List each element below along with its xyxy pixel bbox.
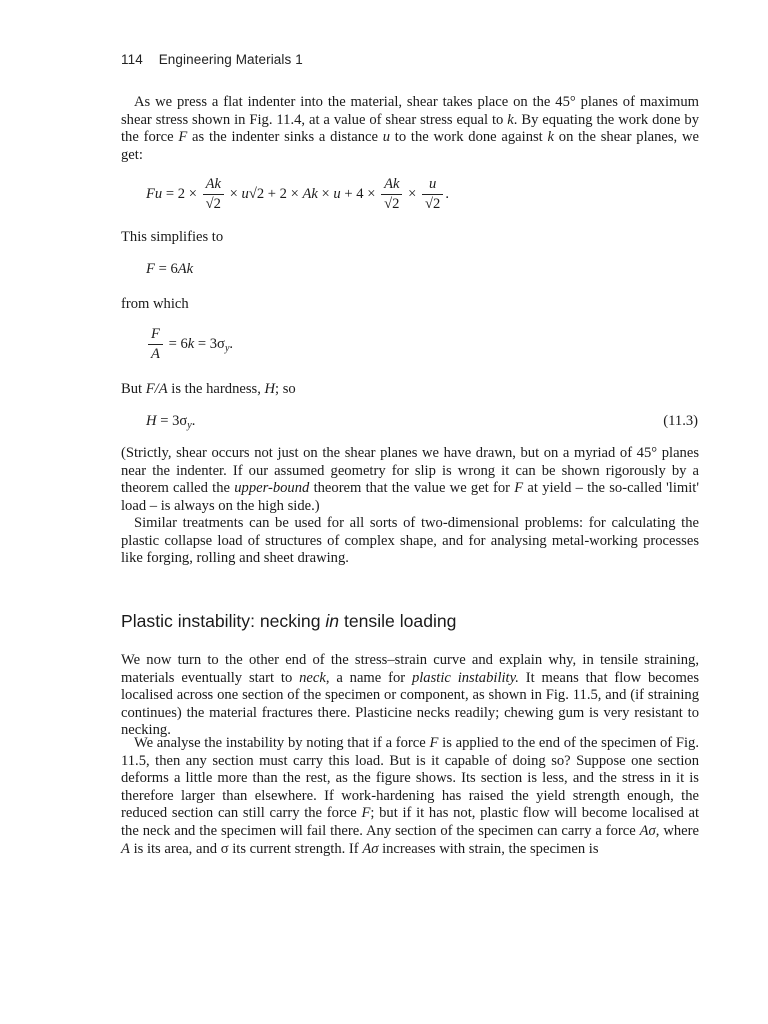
force-equation: F = 6Ak bbox=[146, 261, 194, 277]
work-equation: Fu = 2 × $\frac{Ak}{√2}$ × u√2 + 2 × Ak × u + 4 × $\frac{Ak}{√2}$ × $\frac{u}{√2}$ . bbox=[146, 176, 449, 212]
fraction: $\frac{u}{√2}$ bbox=[422, 176, 443, 213]
from-which-text: from which bbox=[121, 296, 189, 312]
running-title: Engineering Materials 1 bbox=[158, 52, 303, 67]
equation-number: (11.3) bbox=[663, 413, 698, 429]
stress-equation: $\frac{F}{A}$ = $6k = 3\sigma_y$. bbox=[146, 326, 233, 363]
hardness-equation: $H = 3\sigma_y$. bbox=[146, 413, 196, 431]
fraction: $\frac{Ak}{√2}$ bbox=[203, 176, 224, 213]
paragraph-indenter: As we press a flat indenter into the material, shear takes place on the 45° planes of maximum shear stress shown in Fig. 11.4, at a value of shear stress equal to k. By equating the work done by the force F as the indenter sinks a distance u to the work done against k on the shear planes, we get: bbox=[121, 94, 700, 163]
paragraph-strictly: (Strictly, shear occurs not just on the shear planes we have drawn, but on a myriad of 45° planes near the indenter. If our assumed geometry for slip is wrong it can be shown rigorously by a theorem called the upper-bound theorem that the value we get for F at yield – the so-called 'limit' load – is always on the high side.) bbox=[121, 445, 699, 514]
fraction: $\frac{F}{A}$ bbox=[148, 326, 163, 363]
page-number: 114 bbox=[121, 52, 143, 67]
fraction: $\frac{Ak}{√2}$ bbox=[381, 176, 402, 213]
paragraph-instability: We analyse the instability by noting that if a force F is applied to the end of the specimen of Fig. 11.5, then any section must carry this load. But is it capable of doing so? Suppose one section deforms a little more than the rest, as the figure shows. Its section is less, and the stress in it is therefore larger than elsewhere. If work-hardening has raised the yield strength enough, the reduced section can still carry the force F; but if it has not, plastic flow will become localised at the neck and the specimen will fail there. Any section of the specimen can carry a force Aσ, where A is its area, and σ its current strength. If Aσ increases with strain, the specimen is bbox=[121, 735, 700, 857]
running-header bbox=[121, 52, 303, 67]
hardness-text: But F/A is the hardness, H; so bbox=[121, 381, 296, 397]
paragraph-similar: Similar treatments can be used for all sorts of two-dimensional problems: for calculating the plastic collapse load of structures of complex shape, and for analysing metal-working processes like forging, rolling and sheet drawing. bbox=[121, 515, 699, 567]
simplifies-text: This simplifies to bbox=[121, 229, 224, 245]
section-heading: Plastic instability: necking in tensile loading bbox=[121, 611, 457, 631]
paragraph-necking: We now turn to the other end of the stress–strain curve and explain why, in tensile straining, materials eventually start to neck, a name for plastic instability. It means that flow becomes localised across one section of the specimen or component, as shown in Fig. 11.5, and (if straining continues) the material fractures there. Plasticine necks readily; chewing gum is very resistant to necking. bbox=[121, 652, 700, 739]
